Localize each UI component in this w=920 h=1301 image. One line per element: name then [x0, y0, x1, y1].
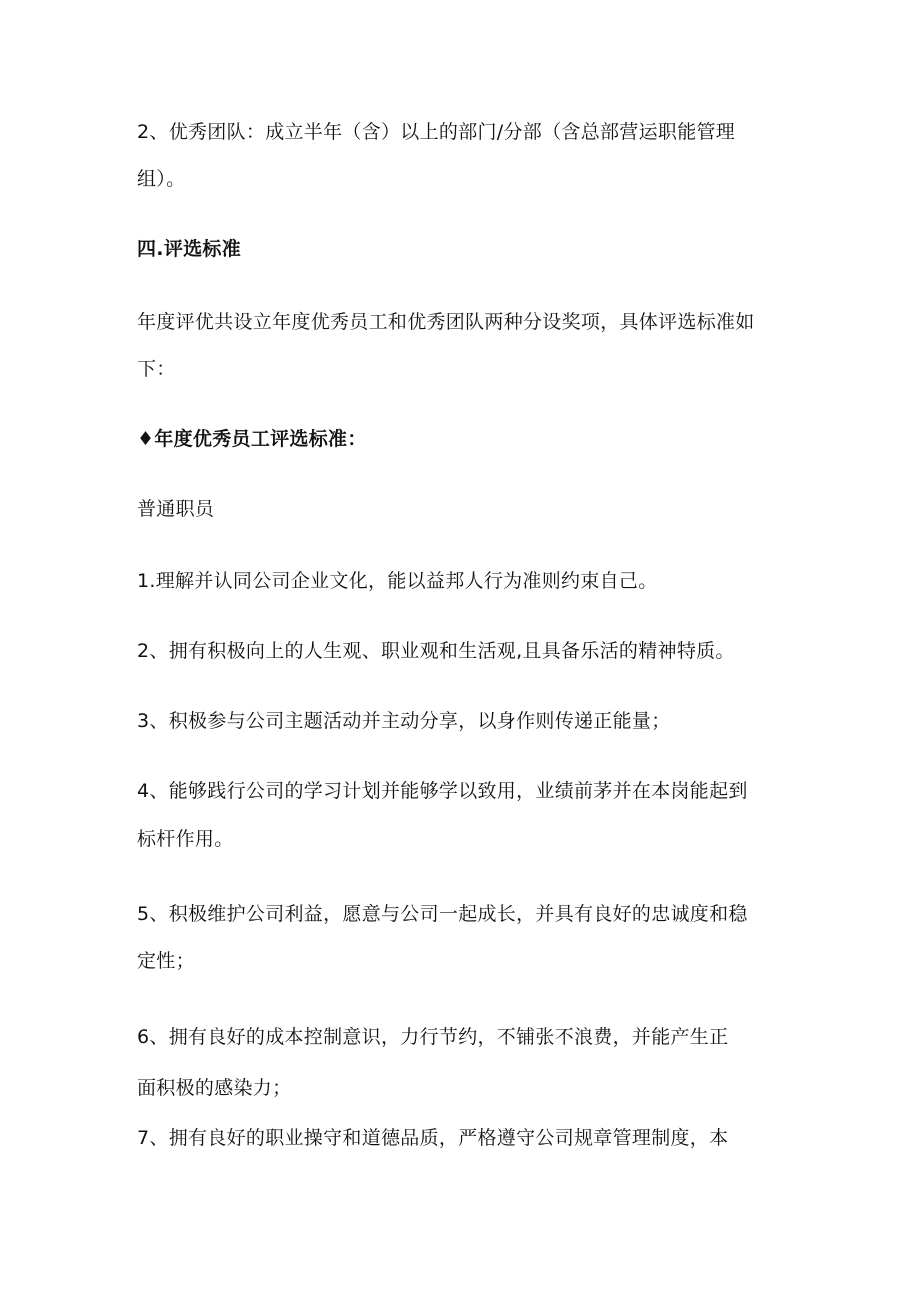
criteria-item-2-team-line-2: 组）。: [137, 168, 186, 190]
criterion-5-line-1: 5、积极维护公司利益，愿意与公司一起成长，并具有良好的忠诚度和稳: [137, 903, 748, 925]
criteria-item-2-team-line-1: 2、优秀团队：成立半年（含）以上的部门/分部（含总部营运职能管理: [137, 121, 736, 143]
criterion-1: 1.理解并认同公司企业文化，能以益邦人行为准则约束自己。: [137, 570, 658, 592]
criterion-4-line-2: 标杆作用。: [137, 828, 234, 850]
intro-paragraph-line-1: 年度评优共设立年度优秀员工和优秀团队两种分设奖项，具体评选标准如: [137, 311, 755, 333]
criterion-6-line-1: 6、拥有良好的成本控制意识，力行节约，不铺张不浪费，并能产生正: [137, 1026, 729, 1048]
section-heading-selection-criteria: 四.评选标准: [137, 238, 242, 260]
intro-paragraph-line-2: 下：: [137, 358, 176, 380]
category-label-regular-staff: 普通职员: [137, 498, 215, 520]
criterion-5-line-2: 定性；: [137, 950, 195, 972]
criterion-2: 2、拥有积极向上的人生观、职业观和生活观,且具备乐活的精神特质。: [137, 640, 735, 662]
criterion-3: 3、积极参与公司主题活动并主动分享，以身作则传递正能量；: [137, 710, 671, 732]
criterion-6-line-2: 面积极的感染力；: [137, 1077, 292, 1099]
criterion-7-line-1: 7、拥有良好的职业操守和道德品质，严格遵守公司规章管理制度，本: [137, 1127, 729, 1149]
subheading-annual-excellent-employee: ♦年度优秀员工评选标准：: [137, 428, 367, 450]
criterion-4-line-1: 4、能够践行公司的学习计划并能够学以致用，业绩前茅并在本岗能起到: [137, 780, 748, 802]
